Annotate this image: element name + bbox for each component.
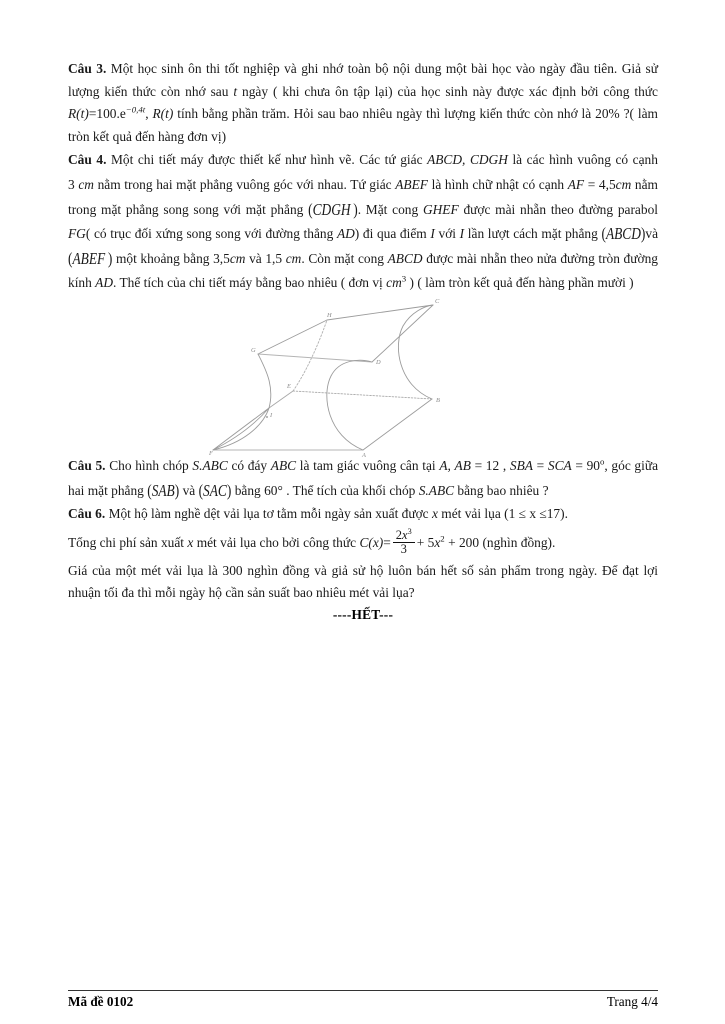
cau4-p17: . Thể tích của chi tiết máy bằng bao nhiêu ( đơn vị [113, 275, 383, 291]
question-cau-4 [68, 148, 658, 296]
figure-label-H: H [327, 311, 332, 319]
figure-label-A: A [362, 451, 366, 459]
cau6-p3: Tổng chi phí sản xuất [68, 534, 185, 550]
cau4-i2: I [459, 226, 465, 242]
cau4-unit [386, 275, 406, 290]
cau4-p11: lần lượt cách mặt phẳng [467, 226, 598, 242]
cau3-text-4: ?( làm tròn kết quả đến hàng đơn vị) [68, 106, 658, 144]
semicircle-ad [327, 360, 372, 450]
cau4-p4: là hình chữ nhật có cạnh [431, 176, 565, 192]
page-footer [68, 990, 658, 1010]
cau6-p5: (nghìn đồng). [482, 534, 556, 550]
cau4-plane-abef: (ABEF ) [68, 248, 113, 268]
cau4-p3: nằm trong hai mặt phẳng vuông góc với nhau. Tứ giác [97, 176, 392, 192]
end-marker: ----HẾT--- [332, 606, 394, 622]
cau3-text-1: Một học sinh ôn thi tốt nghiệp và ghi nhớ toàn bộ nội dung một bài học vào ngày đầu tiên. Giả sử lượng kiến thức còn nhớ sau [68, 61, 658, 99]
cau5-p5: , góc giữa hai mặt phẳng [68, 457, 659, 498]
cau4-p14: và [249, 250, 262, 266]
cau4-plane-cdgh: (CDGH ) [308, 199, 358, 219]
cau3-formula-eq: = [88, 106, 97, 122]
cau6-eq: = [383, 534, 391, 550]
edge-eb-hidden [293, 391, 432, 399]
figure-label-D: D [376, 358, 381, 366]
cau4-quad1: ABCD, CDGH [427, 152, 508, 168]
question-label-cau-3: Câu 3. [68, 61, 107, 76]
cau3-formula-exponent: −0,4t [125, 104, 146, 115]
cau5-angles: SBA = SCA = $90^o$ [509, 456, 605, 473]
cau4-p9: ) đi qua điểm [354, 226, 427, 242]
question-cau-6-line3 [68, 560, 658, 605]
cau6-p6: Giá của một mét vải lụa là 300 nghìn đồng và giả sử hộ luôn bán hết số sản phẩm trong ngày. Để đạt lợi nhuận tối đa thì mỗi ngày hộ cần sản suất bao nhiêu mét vải lụa? [68, 562, 658, 601]
cau3-percent: 20% [595, 106, 620, 122]
cau6-rest-exponent: 2 [440, 533, 445, 544]
figure-label-E: E [287, 382, 291, 390]
exam-code: Mã đề 0102 [68, 994, 134, 1009]
question-label-cau-4: Câu 4. [68, 152, 107, 168]
cau5-p1: Cho hình chóp [109, 457, 189, 473]
cau4-p8: ( có trục đối xứng song song với đường thẳng [85, 226, 334, 242]
cau5-p6: và [182, 482, 196, 498]
cau4-p16: được mài nhẵn theo nửa đường tròn đường kính [68, 250, 658, 291]
cau3-text-3: tính bằng phần trăm. Hỏi sau bao nhiêu ngày thì lượng kiến thức còn nhớ là [177, 106, 592, 122]
cau4-plane-abcd: (ABCD) [601, 224, 646, 243]
cau4-p6: . Mặt cong [357, 201, 419, 217]
edge-hc [327, 305, 433, 320]
cau6-p2: mét vải lụa (1 ≤ x ≤17). [441, 506, 568, 522]
cau4-p18: ) ( làm tròn kết quả đến hàng phần mười ) [409, 275, 634, 291]
cau4-side: 3 cm [68, 176, 94, 192]
figure-label-C: C [435, 297, 440, 305]
cau6-rest2: + 200 [448, 534, 480, 550]
cau4-quad2: ABEF [395, 176, 428, 192]
point-i-marker [266, 416, 268, 418]
cau5-vertex-a: A, [439, 457, 451, 473]
cau3-formula [68, 106, 145, 121]
cau6-num-exponent: 3 [407, 526, 412, 536]
question-cau-3: Câu 3. Một học sinh ôn thi tốt nghiệp và ghi nhớ toàn bộ nội dung một bài học vào ngày đầu tiên. Giả sử lượng kiến thức còn nhớ sau t ngày ( khi chưa ôn tập lại) của học sinh này được xác định bởi công thức $R(t)=100.e^{-0,4t}$, R(t) tính bằng phần trăm. Hỏi sau bao nhiêu ngày thì lượng kiến thức còn nhớ là 20% ?( làm tròn kết quả đến hàng đơn vị) [68, 61, 658, 144]
cau4-unit-exponent: 3 [401, 273, 407, 284]
cau5-p9: bằng bao nhiêu ? [457, 482, 549, 498]
cau4-dist-1: 3,5cm [213, 250, 246, 266]
cau5-sabc1: S.ABC [192, 457, 228, 473]
cau3-text-2: ngày ( khi chưa ôn tập lại) của học sinh này được xác định bởi công thức [242, 83, 658, 99]
cau5-ab: AB = 12 [454, 457, 500, 473]
cau5-p2: có đáy [231, 457, 268, 473]
cau6-cost-formula [359, 526, 480, 557]
cau3-formula-lhs: R(t) [68, 106, 89, 122]
cau5-p3: là tam giác vuông cân tại [299, 457, 436, 473]
cau4-p5: nằm trong mặt phẳng song song với mặt phẳng [68, 176, 658, 217]
edge-fe-part [213, 408, 269, 450]
figure-label-G: G [251, 346, 256, 354]
figure-label-F: F [209, 449, 213, 457]
page-number: Trang 4/4 [606, 994, 658, 1009]
machine-part-3d-diagram [209, 297, 513, 459]
cau4-abcd2: ABCD [387, 250, 423, 266]
parabola-fg [213, 354, 271, 450]
cau5-sabc2: S.ABC [418, 482, 455, 498]
cau4-p15: . Còn mặt cong [301, 250, 384, 266]
cau4-af: AF = 4,5cm [567, 176, 632, 192]
cau4-p10: với [438, 226, 456, 242]
cau6-x1: x [431, 506, 438, 522]
edge-gh [258, 320, 327, 354]
cau4-ghef: GHEF [422, 201, 459, 217]
question-label-cau-5: Câu 5. [68, 457, 106, 473]
cau5-p7: bằng [234, 482, 261, 498]
cau3-var-t: t [233, 83, 238, 99]
cau6-fraction-numerator: $2x^3$ [395, 526, 412, 542]
cau5-plane-sab: (SAB) [147, 480, 180, 500]
cau3-rt: R(t) [152, 106, 174, 122]
cau4-p7: được mài nhẵn theo đường parabol [463, 201, 658, 217]
semicircle-bc [398, 305, 433, 399]
cau5-angle-60: 60° [264, 482, 283, 498]
question-cau-6-formula-line [68, 528, 658, 558]
cau6-x2: x [187, 534, 194, 550]
cau4-p2: là các hình vuông có cạnh [512, 152, 658, 168]
cau6-p4: mét vải lụa cho bởi công thức [196, 534, 357, 550]
cau5-p8: . Thể tích của khối chóp [286, 482, 416, 498]
edge-fe [269, 391, 293, 408]
cau4-ad1: AD [336, 226, 355, 242]
edge-ab [363, 399, 432, 450]
figure-container [68, 297, 658, 459]
cau6-fraction-denominator: 3 [393, 542, 415, 557]
cau4-ad2: AD [95, 275, 114, 291]
cau4-p13: một khoảng bằng [115, 250, 210, 266]
document-content [68, 58, 658, 625]
figure-label-I: I [270, 411, 273, 419]
cau4-p12: và [645, 226, 659, 242]
cau5-plane-sac: (SAC) [198, 480, 232, 500]
cau3-formula-rhs: 100.e [96, 106, 126, 122]
edge-dc [372, 305, 433, 362]
cau6-p1: Một hộ làm nghề dệt vải lụa tơ tằm mỗi ngày sản xuất được [108, 506, 429, 522]
parabola-eh-hidden [293, 320, 327, 391]
figure-label-B: B [436, 396, 440, 404]
cau5-abc: ABC [270, 457, 297, 473]
cau4-unit-base: cm [386, 275, 402, 291]
question-label-cau-6: Câu 6. [68, 506, 106, 522]
cau6-rest: + $5x^2 + 200$ [416, 533, 480, 550]
cau6-cx: C(x) [359, 534, 384, 550]
cau4-p1: Một chi tiết máy được thiết kế như hình vẽ. Các tứ giác [110, 152, 423, 168]
question-cau-5: Câu 5. Cho hình chóp S.ABC có đáy ABC là tam giác vuông cân tại A, AB = 12 , SBA = SCA = $90^o$, góc giữa hai mặt phẳng (SAB) và (SAC) bằng 60° . Thể tích của khối chóp S.ABC bằng bao nhiêu ? [68, 454, 658, 503]
cau4-i1: I [430, 226, 435, 242]
cau4-dist-2: 1,5 cm [265, 250, 302, 266]
cau4-fg: FG [68, 226, 86, 242]
cau6-fraction [393, 526, 415, 557]
